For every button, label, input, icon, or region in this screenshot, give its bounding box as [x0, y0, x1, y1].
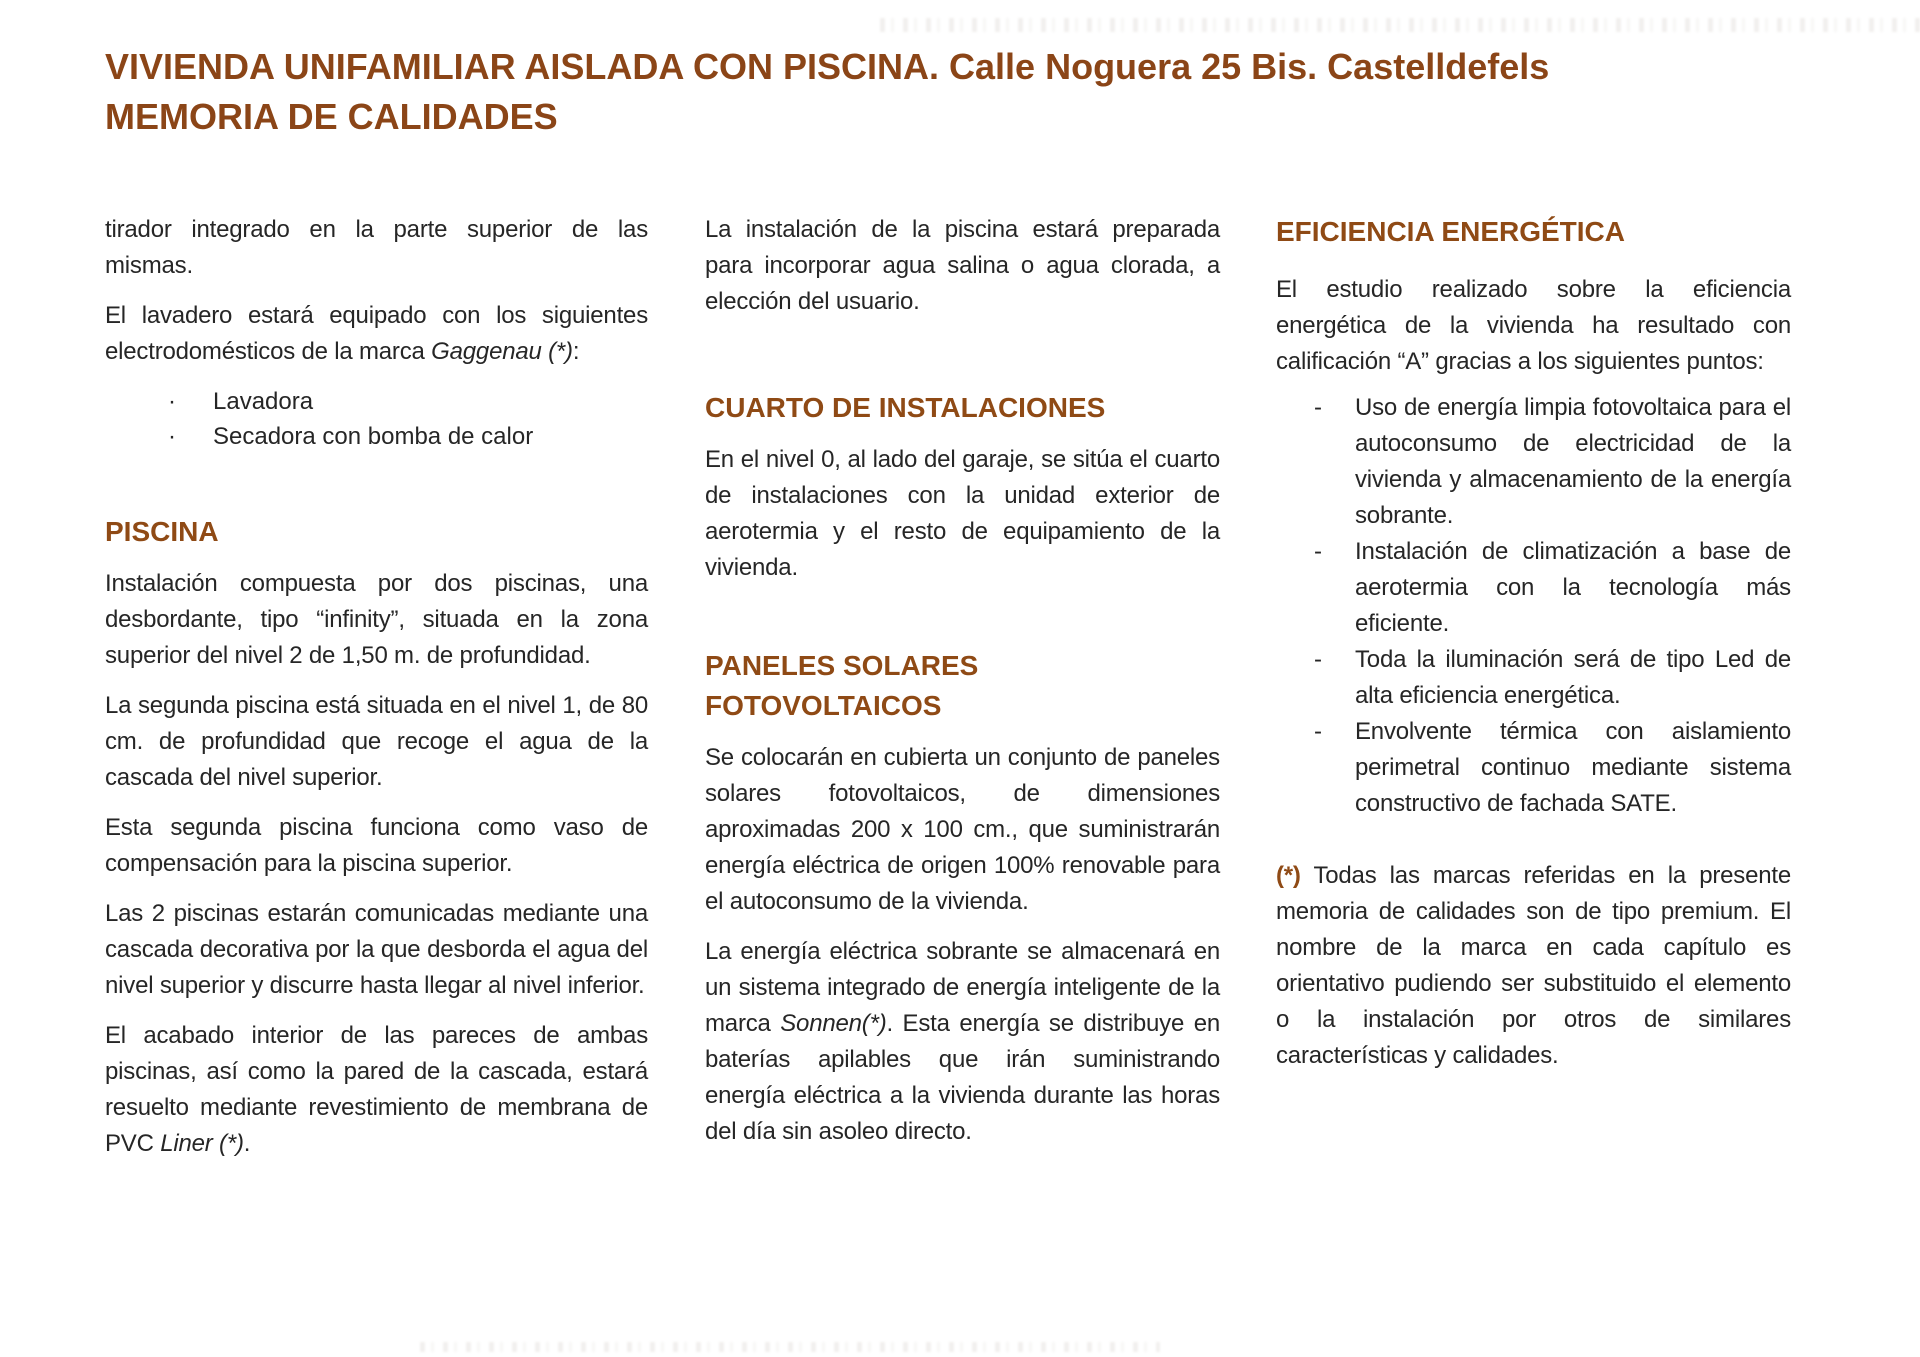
list-item	[1276, 642, 1791, 714]
paragraph: Se colocarán en cubierta un conjunto de paneles solares fotovoltaicos, de dimensiones aproximadas 200 x 100 cm., que suministrarán energía eléctrica de origen 100% renovable para el autoconsumo de la vivienda.	[705, 744, 1220, 915]
dash-bullet-marker: -	[1314, 718, 1322, 745]
list-item-label: Uso de energía limpia fotovoltaica para el autoconsumo de electricidad de la vivienda y almacenamiento de la energía sobrante.	[1355, 394, 1791, 529]
list-item-label: Instalación de climatización a base de aerotermia con la tecnología más eficiente.	[1355, 538, 1791, 637]
list-item-label: Secadora con bomba de calor	[213, 423, 534, 450]
list-item	[105, 384, 648, 419]
dot-bullet-marker: ·	[168, 388, 176, 415]
paragraph: Las 2 piscinas estarán comunicadas mediante una cascada decorativa por la que desborda el agua del nivel superior y discurre hasta llegar al nivel inferior.	[105, 900, 648, 999]
list-item-label: Toda la iluminación será de tipo Led de alta eficiencia energética.	[1355, 646, 1791, 709]
paragraph: tirador integrado en la parte superior de las mismas.	[105, 216, 648, 279]
column-middle	[705, 212, 1220, 1150]
paragraph: En el nivel 0, al lado del garaje, se sitúa el cuarto de instalaciones con la unidad exterior de aerotermia y el resto de equipamiento de la vivienda.	[705, 446, 1220, 581]
paragraph	[705, 934, 1220, 1150]
paragraph-text: .	[243, 1130, 251, 1157]
list-item-label: Envolvente térmica con aislamiento perimetral continuo mediante sistema constructivo de fachada SATE.	[1355, 718, 1791, 817]
footnote-asterisk-marker: (*)	[1276, 862, 1301, 889]
paragraph: El estudio realizado sobre la eficiencia energética de la vivienda ha resultado con calificación “A” gracias a los siguientes puntos:	[1276, 276, 1791, 375]
dash-bullet-marker: -	[1314, 646, 1322, 673]
paragraph	[105, 1018, 648, 1162]
brand-name-italic: Gaggenau (*)	[431, 338, 573, 365]
list-item	[105, 419, 648, 454]
page-title	[105, 42, 1605, 142]
paragraph-text: La energía eléctrica sobrante se almacenará en un sistema integrado de energía inteligente de la marca	[705, 938, 1220, 1037]
section-heading-piscina: PISCINA	[105, 516, 219, 547]
paragraph: La instalación de la piscina estará preparada para incorporar agua salina o agua clorada, a elección del usuario.	[705, 216, 1220, 315]
page-title-line1: VIVIENDA UNIFAMILIAR AISLADA CON PISCINA. Calle Noguera 25 Bis. Castelldefels	[105, 46, 1550, 87]
brand-name-italic: Liner (*)	[160, 1130, 244, 1157]
list-item	[1276, 390, 1791, 534]
scan-noise-band-top	[880, 18, 1920, 32]
list-item-label: Lavadora	[213, 388, 314, 415]
page-title-line2: MEMORIA DE CALIDADES	[105, 96, 558, 137]
dash-bullet-marker: -	[1314, 394, 1322, 421]
footnote-text: Todas las marcas referidas en la presente memoria de calidades son de tipo premium. El nombre de la marca en cada capítulo es orientativo pudiendo ser substituido el elemento o la instalación por otros de similares características y calidades.	[1276, 862, 1791, 1069]
list-item	[1276, 714, 1791, 822]
section-heading-cuarto-instalaciones: CUARTO DE INSTALACIONES	[705, 392, 1106, 423]
column-right	[1276, 212, 1791, 1074]
dot-bullet-marker: ·	[168, 423, 176, 450]
paragraph-text: :	[572, 338, 580, 365]
section-heading-paneles-solares: PANELES SOLARES FOTOVOLTAICOS	[705, 650, 979, 721]
paragraph-text: . Esta energía se distribuye en baterías apilables que irán suministrando energía eléctrica a la vivienda durante las horas del día sin asoleo directo.	[705, 1010, 1220, 1145]
paragraph	[105, 298, 648, 370]
column-left	[105, 212, 648, 1162]
appliance-list	[105, 384, 648, 454]
paragraph-text: El lavadero estará equipado con los siguientes electrodomésticos de la marca	[105, 302, 648, 365]
list-item	[1276, 534, 1791, 642]
brand-name-italic: Sonnen(*)	[780, 1010, 887, 1037]
efficiency-points-list	[1276, 390, 1791, 822]
scan-noise-band-bottom	[420, 1342, 1160, 1352]
paragraph: Esta segunda piscina funciona como vaso de compensación para la piscina superior.	[105, 814, 648, 877]
paragraph: La segunda piscina está situada en el nivel 1, de 80 cm. de profundidad que recoge el agua de la cascada del nivel superior.	[105, 692, 648, 791]
paragraph-text: El acabado interior de las pareces de ambas piscinas, así como la pared de la cascada, estará resuelto mediante revestimiento de membrana de PVC	[105, 1022, 648, 1157]
paragraph: Instalación compuesta por dos piscinas, una desbordante, tipo “infinity”, situada en la zona superior del nivel 2 de 1,50 m. de profundidad.	[105, 570, 648, 669]
dash-bullet-marker: -	[1314, 538, 1322, 565]
section-heading-eficiencia-energetica: EFICIENCIA ENERGÉTICA	[1276, 216, 1625, 247]
footnote-paragraph	[1276, 858, 1791, 1074]
